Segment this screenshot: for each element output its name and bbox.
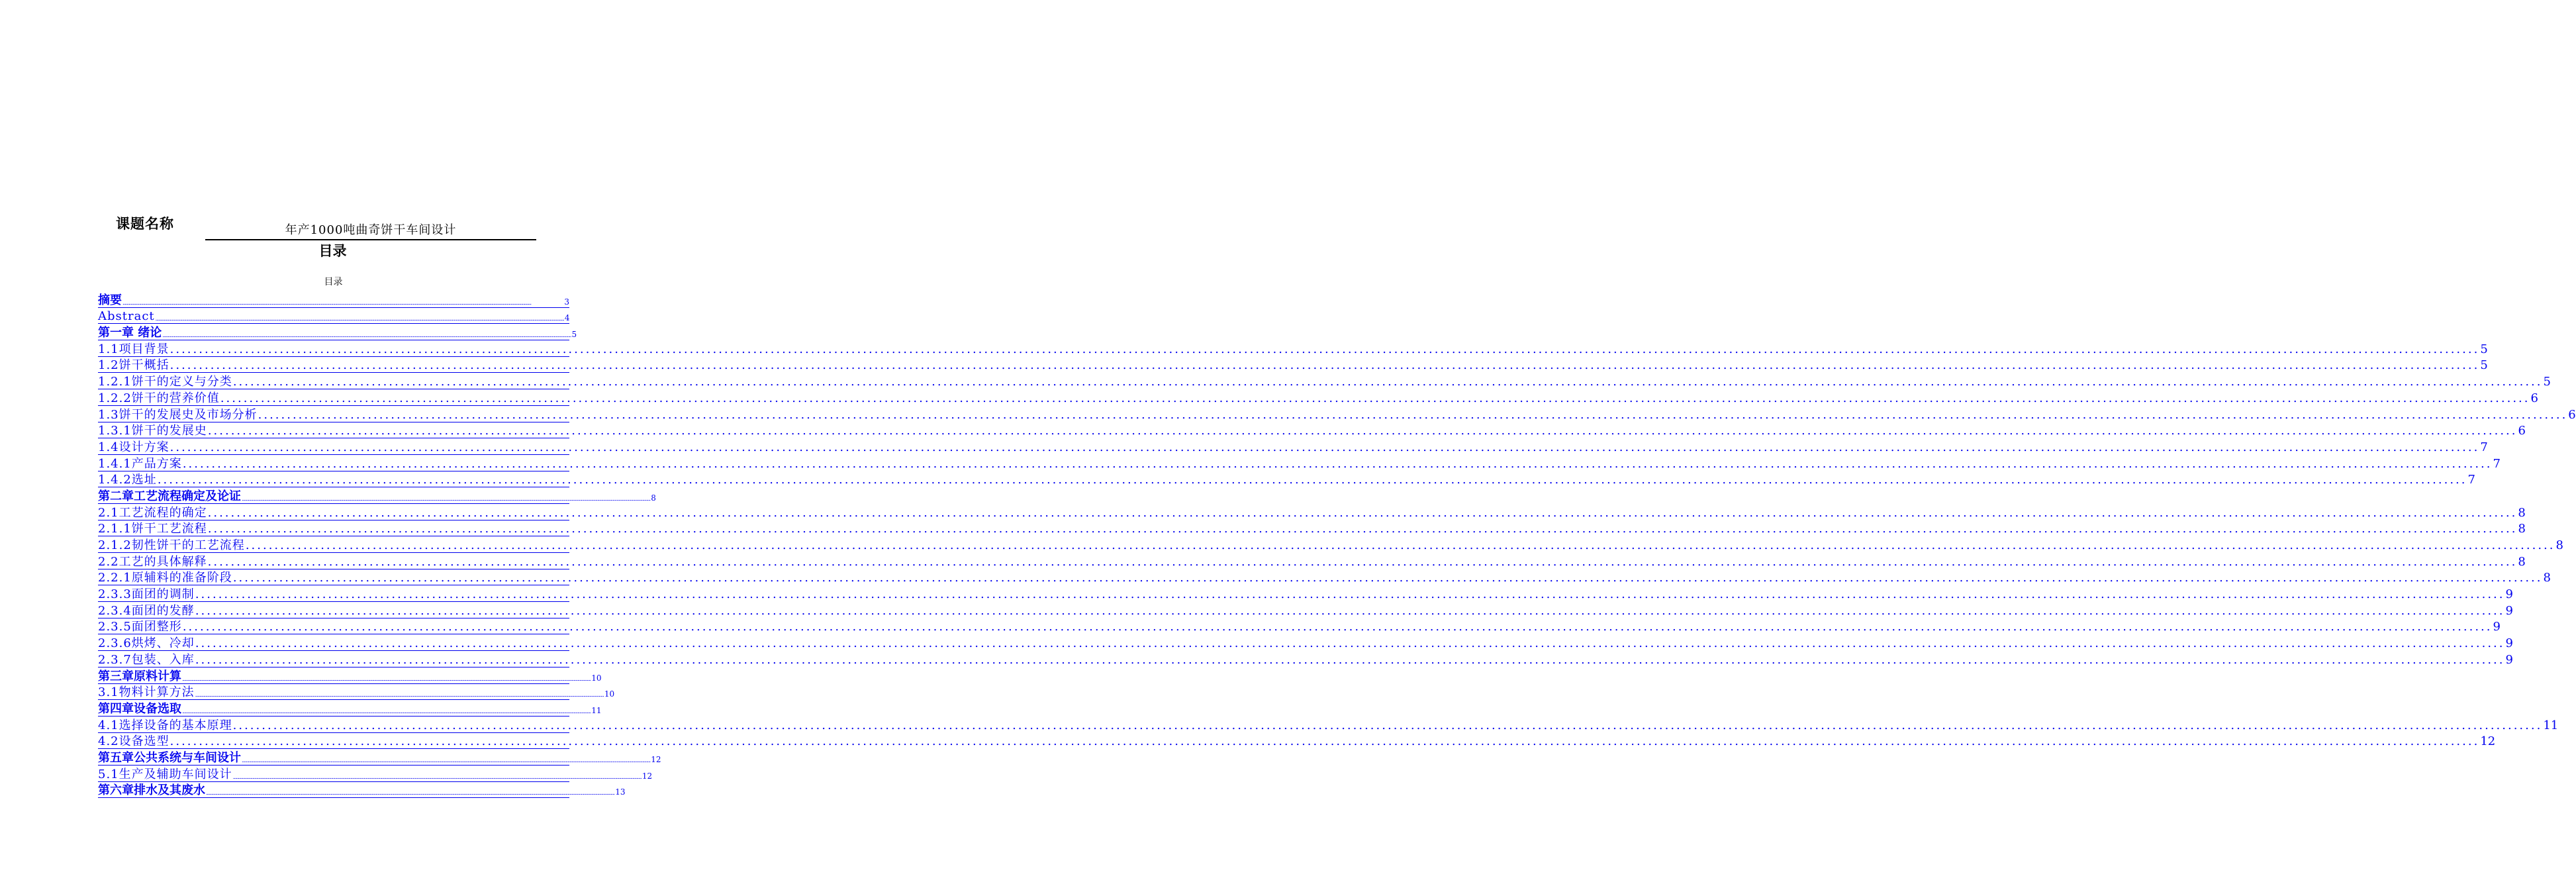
toc-entry-title: 第五章公共系统与车间设计 bbox=[98, 750, 241, 765]
toc-entry-link[interactable] bbox=[98, 438, 2488, 455]
toc-entry-page-number: 9 bbox=[2505, 587, 2513, 602]
toc-entry-title: 1.3饼干的发展史及市场分析 bbox=[98, 407, 258, 422]
toc-entry-title: 1.4设计方案 bbox=[98, 440, 169, 454]
toc-entry-page-number: 6 bbox=[2530, 391, 2538, 405]
toc-entry-link[interactable] bbox=[98, 618, 2501, 635]
toc-entry-page-number: 8 bbox=[2555, 538, 2563, 552]
toc-dot-leader: ................................................................................................................................................................................................................................................................................................................................................................................................................ bbox=[195, 603, 2505, 618]
toc-entry-link[interactable] bbox=[98, 782, 626, 799]
toc-entry-page-number: 13 bbox=[615, 787, 626, 797]
toc-dot-leader: ................................................................................................................................................................................................................................................................................................................................................................................................................ bbox=[258, 407, 2568, 422]
toc-dot-leader: ................................................................................................................................................................................................................................................................................................................................................................................................................ bbox=[232, 773, 642, 780]
toc-entry-page-number: 7 bbox=[2493, 456, 2501, 471]
toc-entry-title: 第三章原料计算 bbox=[98, 669, 181, 683]
topic-value: 年产1000吨曲奇饼干车间设计 bbox=[285, 223, 457, 237]
toc-entry-title: 2.3.4面团的发酵 bbox=[98, 603, 195, 618]
toc-entry-link[interactable] bbox=[98, 389, 2538, 406]
toc-entry-link[interactable] bbox=[98, 700, 602, 717]
toc-entry-page-number: 8 bbox=[2518, 522, 2526, 536]
toc-entry-title: 2.2.1原辅料的准备阶段 bbox=[98, 571, 232, 585]
toc-dot-leader: ................................................................................................................................................................................................................................................................................................................................................................................................................ bbox=[242, 495, 651, 502]
toc-entry-link[interactable] bbox=[98, 634, 2513, 651]
toc-entry-link[interactable] bbox=[98, 291, 569, 308]
toc-entry-title: 4.1选择设备的基本原理 bbox=[98, 718, 232, 732]
toc-entry-page-number: 4 bbox=[564, 313, 570, 323]
toc-entry-title: 1.4.2选址 bbox=[98, 473, 157, 487]
toc-entry-page-number: 8 bbox=[2518, 554, 2526, 569]
toc-entry-link[interactable] bbox=[98, 308, 569, 324]
toc-dot-leader: ................................................................................................................................................................................................................................................................................................................................................................................................................ bbox=[207, 424, 2518, 438]
toc-entry-link[interactable] bbox=[98, 668, 602, 684]
toc-entry-page-number: 8 bbox=[2518, 505, 2526, 520]
toc-dot-leader: ................................................................................................................................................................................................................................................................................................................................................................................................................ bbox=[207, 554, 2518, 569]
toc-entry-title: 2.2工艺的具体解释 bbox=[98, 554, 207, 569]
toc-dot-leader: ................................................................................................................................................................................................................................................................................................................................................................................................................ bbox=[169, 358, 2480, 373]
toc-entry-page-number: 10 bbox=[604, 689, 615, 699]
toc-entry-page-number: 6 bbox=[2568, 407, 2576, 422]
toc-dot-leader: ................................................................................................................................................................................................................................................................................................................................................................................................................ bbox=[207, 505, 2518, 520]
toc-entry-title: 2.1工艺流程的确定 bbox=[98, 505, 207, 520]
toc-dot-leader: ................................................................................................................................................................................................................................................................................................................................................................................................................ bbox=[169, 342, 2480, 356]
toc-entry-link[interactable] bbox=[98, 471, 2475, 488]
toc-entry-page-number: 7 bbox=[2467, 473, 2475, 487]
toc-main-title: 目录 bbox=[318, 243, 347, 259]
toc-entry-link[interactable] bbox=[98, 569, 2551, 586]
toc-entry-title: 摘要 bbox=[98, 293, 122, 307]
toc-entry-link[interactable] bbox=[98, 766, 653, 782]
toc-entry-title: 1.3.1饼干的发展史 bbox=[98, 424, 207, 438]
toc-entry-title: 1.2饼干概括 bbox=[98, 358, 169, 373]
toc-entry-title: 2.3.5面团整形 bbox=[98, 620, 182, 634]
toc-dot-leader: ................................................................................................................................................................................................................................................................................................................................................................................................................ bbox=[169, 440, 2480, 454]
toc-entry-link[interactable] bbox=[98, 373, 2551, 389]
toc-entry-page-number: 11 bbox=[2543, 718, 2559, 732]
toc-dot-leader: ................................................................................................................................................................................................................................................................................................................................................................................................................ bbox=[245, 538, 2555, 552]
toc-dot-leader: ................................................................................................................................................................................................................................................................................................................................................................................................................ bbox=[182, 456, 2493, 471]
toc-dot-leader: ................................................................................................................................................................................................................................................................................................................................................................................................................ bbox=[182, 675, 591, 682]
toc-entry-page-number: 5 bbox=[2543, 375, 2551, 389]
toc-dot-leader: ................................................................................................................................................................................................................................................................................................................................................................................................................ bbox=[169, 734, 2480, 749]
toc-entry-page-number: 5 bbox=[2480, 358, 2488, 373]
toc-dot-leader: ................................................................................................................................................................................................................................................................................................................................................................................................................ bbox=[195, 652, 2505, 667]
toc-entry-title: 1.2.1饼干的定义与分类 bbox=[98, 375, 232, 389]
toc-entry-page-number: 11 bbox=[591, 705, 602, 715]
toc-entry-link[interactable] bbox=[98, 487, 656, 504]
toc-entry-title: 第一章 绪论 bbox=[98, 326, 162, 340]
toc-entry-link[interactable] bbox=[98, 422, 2526, 439]
toc-sub-title: 目录 bbox=[324, 277, 343, 287]
toc-dot-leader: ................................................................................................................................................................................................................................................................................................................................................................................................................ bbox=[242, 757, 651, 764]
toc-dot-leader: ................................................................................................................................................................................................................................................................................................................................................................................................................ bbox=[207, 522, 2518, 536]
toc-entry-page-number: 6 bbox=[2518, 424, 2526, 438]
toc-entry-link[interactable] bbox=[98, 340, 2488, 357]
toc-entry-page-number: 12 bbox=[2480, 734, 2496, 749]
toc-entry-title: 1.4.1产品方案 bbox=[98, 456, 182, 471]
topic-label: 课题名称 bbox=[116, 216, 174, 232]
toc-dot-leader: ................................................................................................................................................................................................................................................................................................................................................................................................................ bbox=[182, 620, 2493, 634]
toc-entry-page-number: 8 bbox=[2543, 571, 2551, 585]
toc-dot-leader: ................................................................................................................................................................................................................................................................................................................................................................................................................ bbox=[195, 636, 2505, 651]
toc-entry-page-number: 5 bbox=[571, 330, 577, 340]
toc-entry-page-number: 12 bbox=[642, 771, 653, 781]
toc-entry-page-number: 5 bbox=[2480, 342, 2488, 356]
toc-entry-link[interactable] bbox=[98, 651, 2513, 668]
toc-dot-leader: ................................................................................................................................................................................................................................................................................................................................................................................................................ bbox=[220, 391, 2530, 405]
toc-dot-leader: ................................................................................................................................................................................................................................................................................................................................................................................................................ bbox=[232, 718, 2543, 732]
toc-entry-title: Abstract bbox=[98, 309, 155, 324]
toc-dot-leader: ................................................................................................................................................................................................................................................................................................................................................................................................................ bbox=[206, 790, 615, 797]
toc-dot-leader: ................................................................................................................................................................................................................................................................................................................................................................................................................ bbox=[195, 692, 604, 699]
toc-dot-leader: ................................................................................................................................................................................................................................................................................................................................................................................................................ bbox=[195, 587, 2505, 602]
toc-entry-link[interactable] bbox=[98, 585, 2513, 602]
toc-entry-title: 2.1.1饼干工艺流程 bbox=[98, 522, 207, 536]
toc-entry-page-number: 9 bbox=[2505, 636, 2513, 651]
toc-entry-link[interactable] bbox=[98, 553, 2526, 569]
toc-entry-link[interactable] bbox=[98, 733, 2496, 750]
toc-entry-title: 4.2设备选型 bbox=[98, 734, 169, 749]
toc-entry-title: 第六章排水及其废水 bbox=[98, 783, 205, 798]
toc-entry-title: 1.1项目背景 bbox=[98, 342, 169, 356]
toc-entry-title: 第二章工艺流程确定及论证 bbox=[98, 489, 241, 503]
toc-entry-page-number: 8 bbox=[651, 493, 656, 503]
toc-dot-leader: ................................................................................................................................................................................................................................................................................................................................................................................................................ bbox=[232, 375, 2543, 389]
toc-dot-leader: ................................................................................................................................................................................................................................................................................................................................................................................................................ bbox=[157, 473, 2467, 487]
toc-entry-title: 2.3.7包装、入库 bbox=[98, 652, 195, 667]
toc-entry-link[interactable] bbox=[98, 520, 2526, 537]
toc-entry-page-number: 9 bbox=[2505, 652, 2513, 667]
toc-entry-link[interactable] bbox=[98, 455, 2501, 471]
table-of-contents bbox=[98, 291, 2576, 798]
toc-entry-title: 2.1.2韧性饼干的工艺流程 bbox=[98, 538, 245, 552]
toc-entry-title: 2.3.3面团的调制 bbox=[98, 587, 195, 602]
toc-entry-title: 2.3.6烘烤、冷却 bbox=[98, 636, 195, 651]
toc-entry-link[interactable] bbox=[98, 504, 2526, 520]
toc-entry-title: 1.2.2饼干的营养价值 bbox=[98, 391, 220, 405]
toc-entry-link[interactable] bbox=[98, 602, 2513, 618]
toc-entry-page-number: 12 bbox=[651, 754, 661, 764]
toc-entry-title: 5.1生产及辅助车间设计 bbox=[98, 767, 232, 781]
toc-entry-link[interactable] bbox=[98, 536, 2563, 553]
toc-dot-leader: ................................................................................................................................................................................................................................................................................................................................................................................................................ bbox=[155, 316, 564, 322]
toc-entry-title: 第四章设备选取 bbox=[98, 701, 181, 716]
toc-entry-page-number: 9 bbox=[2505, 603, 2513, 618]
toc-dot-leader: ................................................................................................................................................................................................................................................................................................................................................................................................................ bbox=[162, 332, 571, 339]
toc-entry-link[interactable] bbox=[98, 406, 2576, 422]
toc-entry-page-number: 9 bbox=[2493, 620, 2501, 634]
toc-entry-link[interactable] bbox=[98, 684, 615, 701]
toc-entry-page-number: 3 bbox=[564, 297, 569, 307]
toc-entry-link[interactable] bbox=[98, 324, 577, 340]
toc-dot-leader: ................................................................................................................................................................................................................................................................................................................................................................................................................ bbox=[182, 708, 591, 715]
toc-entry-page-number: 10 bbox=[591, 673, 602, 683]
toc-entry-title: 3.1物料计算方法 bbox=[98, 685, 195, 700]
toc-dot-leader: ................................................................................................................................................................................................................................................................................................................................................................................................................ bbox=[232, 571, 2543, 585]
toc-dot-leader: ................................................................................................................................................................................................................................................................................................................................................................................................................ bbox=[122, 299, 532, 306]
toc-entry-page-number: 7 bbox=[2480, 440, 2488, 454]
toc-entry-link[interactable] bbox=[98, 717, 2559, 733]
toc-entry-link[interactable] bbox=[98, 357, 2488, 373]
toc-entry-link[interactable] bbox=[98, 749, 661, 766]
